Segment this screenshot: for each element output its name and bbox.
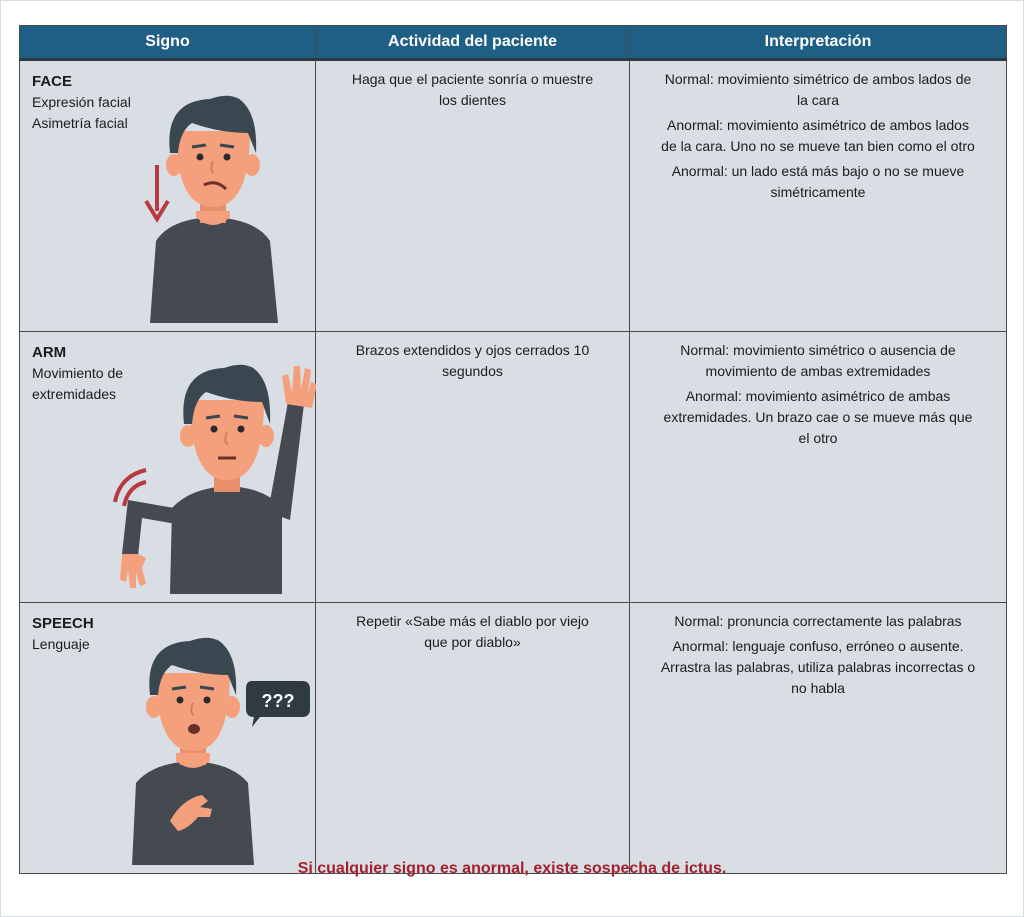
activity-line: Brazos extendidos y ojos cerrados 10 segundos	[355, 342, 590, 379]
sign-code: FACE	[32, 73, 73, 90]
interpretation-normal: Normal: movimiento simétrico o ausencia de movimiento de ambas extremidades	[680, 342, 956, 379]
fast-table	[19, 25, 1007, 874]
sign-cell-face	[20, 60, 316, 332]
interpretation-normal: Normal: movimiento simétrico de ambos lados de la cara	[664, 71, 972, 108]
sign-desc: Asimetría facial	[32, 115, 128, 131]
table-row-face	[20, 60, 1007, 332]
sign-cell-arm	[20, 332, 316, 603]
interpretation-cell-face	[630, 60, 1007, 332]
interpretation-abnormal: Anormal: lenguaje confuso, erróneo o ausente. Arrastra las palabras, utiliza palabras incorrectas o no habla	[660, 638, 976, 696]
activity-line: que por diablo»	[424, 634, 521, 650]
sign-desc: extremidades	[32, 386, 117, 402]
table-row-arm	[20, 332, 1007, 603]
footnote: Si cualquier signo es anormal, existe sospecha de ictus.	[297, 860, 727, 877]
interpretation-abnormal: Anormal: movimiento asimétrico de ambos lados de la cara. Uno no se mueve tan bien como el otro	[661, 117, 975, 154]
sign-desc: Lenguaje	[32, 636, 90, 652]
activity-cell-arm	[316, 332, 630, 603]
activity-line: Repetir «Sabe más el diablo por viejo	[356, 613, 589, 629]
interpretation-cell-arm	[630, 332, 1007, 603]
header-interpretacion: Interpretación	[630, 26, 1007, 60]
sign-desc: Expresión facial	[32, 94, 131, 110]
interpretation-cell-speech	[630, 603, 1007, 874]
activity-cell-speech	[316, 603, 630, 874]
sign-cell-speech	[20, 603, 316, 874]
interpretation-abnormal: Anormal: un lado está más bajo o no se mueve simétricamente	[671, 163, 965, 200]
speech-bubble-text: ???	[261, 691, 295, 711]
sign-desc: Movimiento de	[32, 365, 124, 381]
sign-code: SPEECH	[32, 615, 94, 632]
header-actividad: Actividad del paciente	[316, 26, 630, 60]
sign-code: ARM	[32, 344, 67, 361]
activity-cell-face	[316, 60, 630, 332]
interpretation-abnormal: Anormal: movimiento asimétrico de ambas extremidades. Un brazo cae o se mueve más que el otro	[663, 388, 973, 446]
activity-line: Haga que el paciente sonría o muestre	[351, 71, 594, 87]
activity-line: los dientes	[439, 92, 506, 108]
table-row-speech	[20, 603, 1007, 874]
interpretation-normal: Normal: pronuncia correctamente las palabras	[674, 613, 962, 629]
header-row	[20, 26, 1007, 60]
header-signo: Signo	[20, 26, 316, 60]
